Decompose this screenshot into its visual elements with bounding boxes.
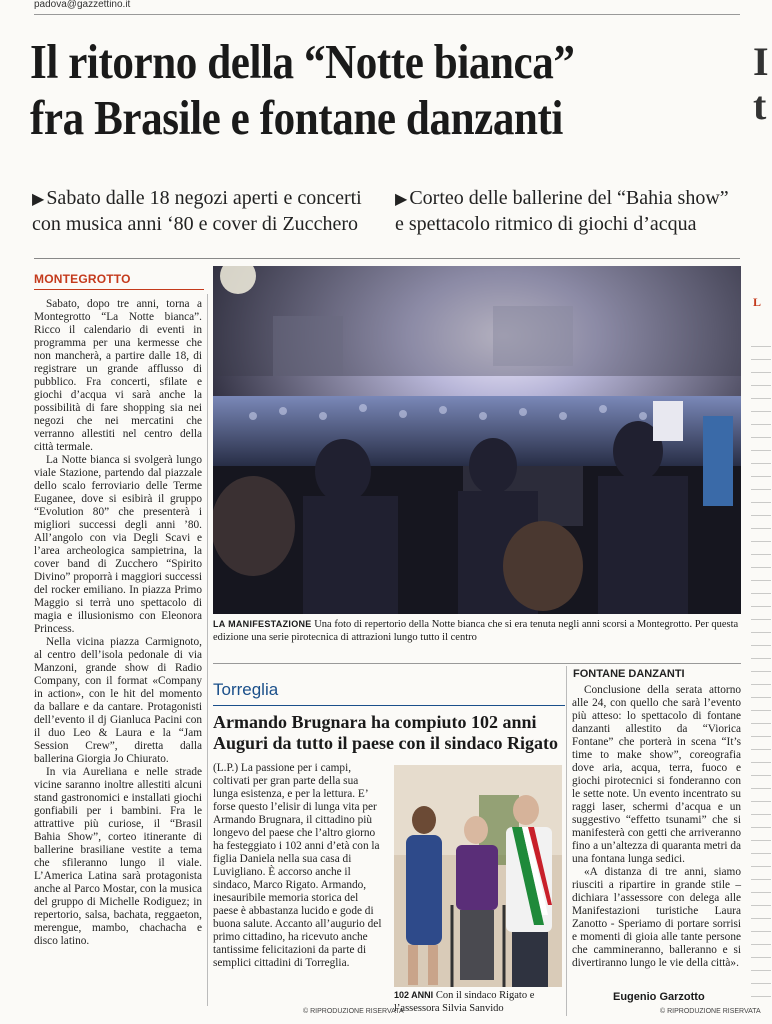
deck-left-text: Sabato dalle 18 negozi aperti e concerti con musica anni ‘80 e cover di Zucchero — [32, 187, 362, 235]
concert-photo-image — [213, 266, 741, 614]
torreglia-body: (L.P.) La passione per i campi, coltivati per gran parte della sua lunga esistenza, e per la lettura. E’ forse questo l’elisir di lunga vita per Armando Brugnara, il cittadino più longevo del paese che l’altro giorno ha festeggiato i 102 anni d’età con la figlia Daniela nella sua casa di Luvigliano. È accorso anche il sindaco, Marco Rigato. Armando, inesauribile memoria storica del paese è abbastanza lucido e gode di buona salute. Accanto all’augurio del primo cittadino, ha ricevuto anche tantissime felicitazioni da parte di semplici cittadini di Torreglia. — [213, 762, 382, 969]
birthday-caption — [394, 989, 564, 1015]
section-label-fontane: FONTANE DANZANTI — [573, 668, 685, 680]
fontane-body — [572, 684, 741, 970]
column-divider — [566, 666, 567, 1016]
article-paragraph: «A distanza di tre anni, siamo riusciti a ripartire in grande stile – dichiara l’assessore con delega alle Manifestazioni turistiche Laura Zanotto - Speriamo di portare sorrisi e momenti di gioia alle tante persone che cammineranno, balleranno e si divertiranno lungo le vie della città». — [572, 866, 741, 969]
header-email: padova@gazzettino.it — [34, 0, 131, 10]
section-underline — [34, 289, 204, 290]
main-article-body — [34, 298, 202, 948]
headline — [30, 34, 664, 146]
section-underline — [213, 705, 565, 706]
caption-label: 102 ANNI — [394, 990, 434, 1000]
birthday-photo — [394, 765, 562, 987]
adjacent-page-edge: I t L — [747, 0, 772, 1024]
article-paragraph: In via Aureliana e nelle strade vicine saranno inoltre allestiti alcuni stand gastronomici e installati giochi gonfiabili per i bambini. Fra le attrattive più curiose, il “Brasil Bahia Show”, corteo itinerante di ballerine brasiliane vestite a tema che sfileranno lungo il viale. L’America Latina sarà protagonista anche al Parco Mostar, con la musica del gruppo di Michelle Rodiguez; in repertorio, salsa, bachata, reggaeton, merengue, mambo, chachacha e disco latino. — [34, 766, 202, 947]
author-signature: Eugenio Garzotto — [613, 991, 705, 1003]
caption-rule — [213, 663, 741, 664]
top-rule — [34, 14, 740, 15]
deck-right — [395, 186, 740, 237]
column-divider — [207, 294, 208, 1006]
caption-label: LA MANIFESTAZIONE — [213, 619, 312, 629]
photo-caption — [213, 618, 741, 644]
rights-notice: © RIPRODUZIONE RISERVATA — [303, 1008, 404, 1015]
section-label-montegrotto: MONTEGROTTO — [34, 272, 131, 286]
article-paragraph: La Notte bianca si svolgerà lungo viale Stazione, partendo dal piazzale dello scalo ferroviario delle Terme Euganee, dove si esibirà il gruppo “Evolution 80” che presenterà i migliori successi degli anni ’80. All’angolo con via Degli Scavi e l’area archeologica sampietrina, la cover band di Zucchero “Spirito Divino” proporrà i maggiori successi del rocker emiliano. In piazza Primo Maggio si terrà uno spettacolo di magia e illusionismo con Eleonora Princess. — [34, 454, 202, 635]
birthday-photo-image — [394, 765, 562, 987]
deck-right-text: Corteo delle ballerine del “Bahia show” e spettacolo ritmico di giochi d’acqua — [395, 187, 729, 235]
triangle-icon: ▶ — [32, 191, 45, 208]
rights-notice: © RIPRODUZIONE RISERVATA — [660, 1008, 761, 1015]
caption-text: Con il sindaco Rigato e l’assessora Silvia Sanvido — [394, 990, 535, 1014]
article-paragraph: Sabato, dopo tre anni, torna a Montegrotto “La Notte bianca”. Ricco il calendario di eventi in programma per una kermesse che non mancherà, a partire dalle 18, di registrare un grande afflusso di pubblico. Fra concerti, sfilate e giochi d’acqua vi sarà anche la possibilità di fare shopping sia nei negozi che nei mercatini che verranno allestiti nel centro della città termale. — [34, 298, 202, 453]
article-paragraph: Conclusione della serata attorno alle 24, con quello che sarà l’evento più atteso: lo spettacolo di fontane danzanti allestito da “Viorica Fontane” che porterà in scena “It’s time to make show”, coreografia dove aria, acqua, terra, fuoco e giochi pirotecnici si fonderanno con le sette note. Un evento incentrato su raggi laser, schermi d’acqua e un suggestivo “effetto tsunami” che si manifesterà con getti che arriveranno fino a un’altezza di quaranta metri da una fontana lunga sedici. — [572, 684, 741, 865]
section-label-torreglia: Torreglia — [213, 680, 279, 699]
concert-photo — [213, 266, 741, 614]
headline-line-1: Il ritorno della “Notte bianca” — [30, 34, 575, 89]
triangle-icon: ▶ — [395, 191, 408, 208]
deck-left — [32, 186, 392, 237]
caption-text: Una foto di repertorio della Notte bianca che si era tenuta negli anni scorsi a Montegrotto. Per questa edizione una serie pirotecnica di attrazioni lungo tutto il centro — [213, 619, 739, 643]
article-paragraph: Nella vicina piazza Carmignoto, al centro dell’isola pedonale di via Manzoni, grande show di Radio Company, con il format «Company in action», con le hit del momento da ballare e da cantare. Protagonisti dell’evento il dj Gianluca Pacini con il duo Leo & Laura e la “Jam Session Crew”, diretta dalla ballerina Giorgia Jo Chiurato. — [34, 636, 202, 765]
section-rule — [34, 258, 740, 259]
torreglia-title: Armando Brugnara ha compiuto 102 anni Auguri da tutto il paese con il sindaco Rigato — [213, 712, 559, 753]
headline-line-2: fra Brasile e fontane danzanti — [30, 90, 563, 145]
